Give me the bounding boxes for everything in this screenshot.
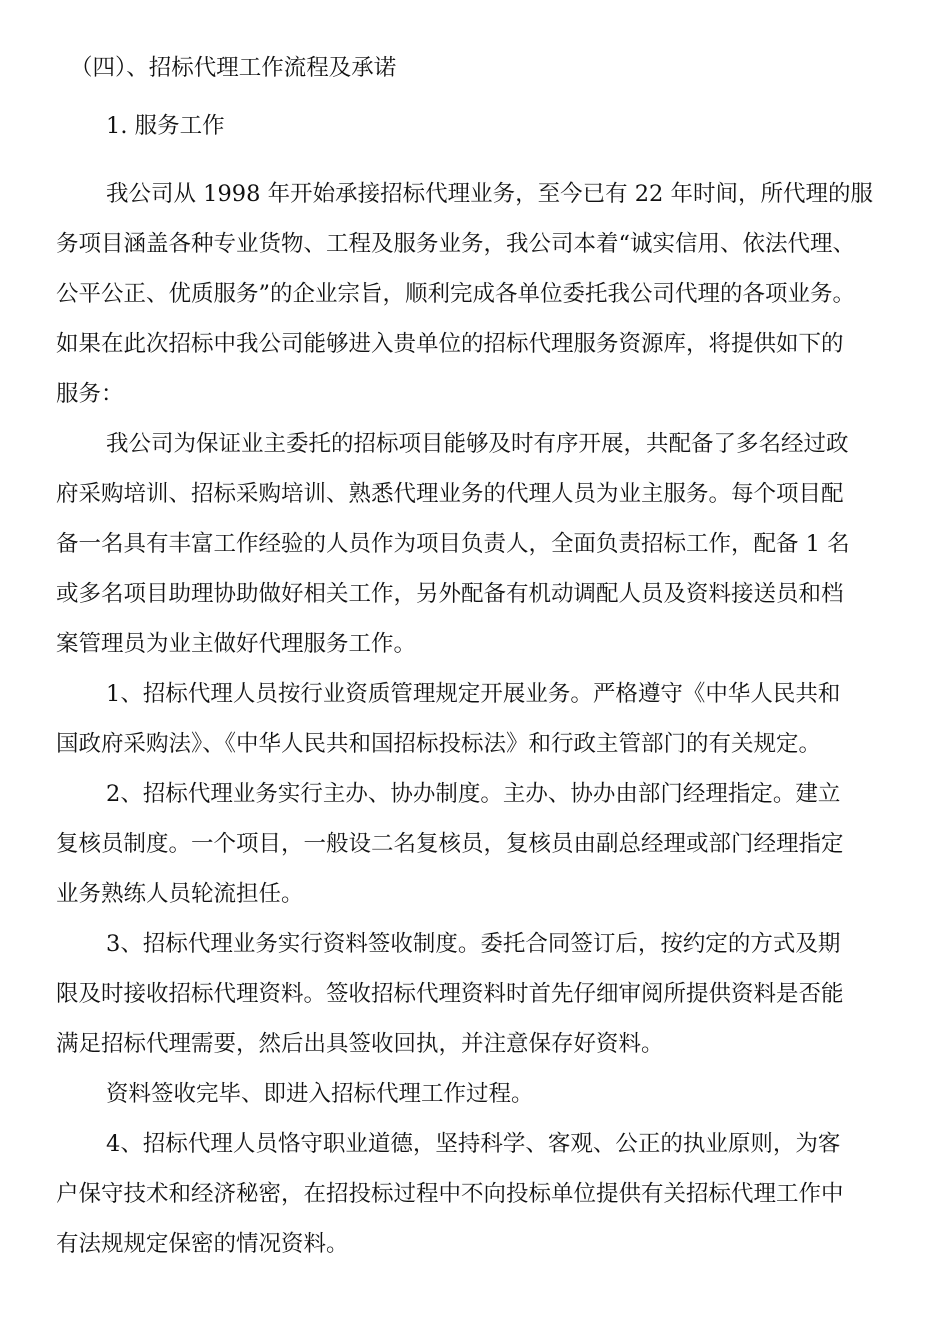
text-line: 资料签收完毕、即进入招标代理工作过程。: [106, 1081, 534, 1107]
text-line: 公平公正、优质服务”的企业宗旨，顺利完成各单位委托我公司代理的各项业务。: [56, 281, 856, 307]
text-line: 我公司为保证业主委托的招标项目能够及时有序开展，共配备了多名经过政: [106, 431, 849, 457]
text-line: 限及时接收招标代理资料。签收招标代理资料时首先仔细审阅所提供资料是否能: [56, 981, 844, 1007]
text-line: 户保守技术和经济秘密，在招投标过程中不向投标单位提供有关招标代理工作中: [56, 1181, 844, 1207]
text-line: 务项目涵盖各种专业货物、工程及服务业务，我公司本着“诚实信用、依法代理、: [56, 231, 856, 257]
text-line: 复核员制度。一个项目，一般设二名复核员，复核员由副总经理或部门经理指定: [56, 831, 844, 857]
text-line: 我公司从 1998 年开始承接招标代理业务，至今已有 22 年时间，所代理的服: [106, 181, 874, 207]
text-line: 业务熟练人员轮流担任。: [56, 881, 304, 907]
text-line: 国政府采购法》、《中华人民共和国招标投标法》和行政主管部门的有关规定。: [56, 731, 822, 757]
text-line: 2、招标代理业务实行主办、协办制度。主办、协办由部门经理指定。建立: [106, 781, 841, 807]
text-line: 3、招标代理业务实行资料签收制度。委托合同签订后，按约定的方式及期: [106, 931, 841, 957]
text-line: 4、招标代理人员恪守职业道德，坚持科学、客观、公正的执业原则，为客: [106, 1131, 841, 1157]
text-line: 备一名具有丰富工作经验的人员作为项目负责人，全面负责招标工作，配备 1 名: [56, 531, 850, 557]
text-line: 案管理员为业主做好代理服务工作。: [56, 631, 417, 657]
text-line: 有法规规定保密的情况资料。: [56, 1231, 349, 1257]
text-line: 府采购培训、招标采购培训、熟悉代理业务的代理人员为业主服务。每个项目配: [56, 481, 844, 507]
section-heading: （四）、招标代理工作流程及承诺: [70, 55, 397, 81]
text-line: 或多名项目助理协助做好相关工作，另外配备有机动调配人员及资料接送员和档: [56, 581, 844, 607]
subheading: 1. 服务工作: [106, 113, 225, 139]
text-line: 满足招标代理需要，然后出具签收回执，并注意保存好资料。: [56, 1031, 664, 1057]
text-line: 如果在此次招标中我公司能够进入贵单位的招标代理服务资源库，将提供如下的: [56, 331, 844, 357]
text-line: 1、招标代理人员按行业资质管理规定开展业务。严格遵守《中华人民共和: [106, 681, 841, 707]
text-line: 服务：: [56, 381, 124, 407]
